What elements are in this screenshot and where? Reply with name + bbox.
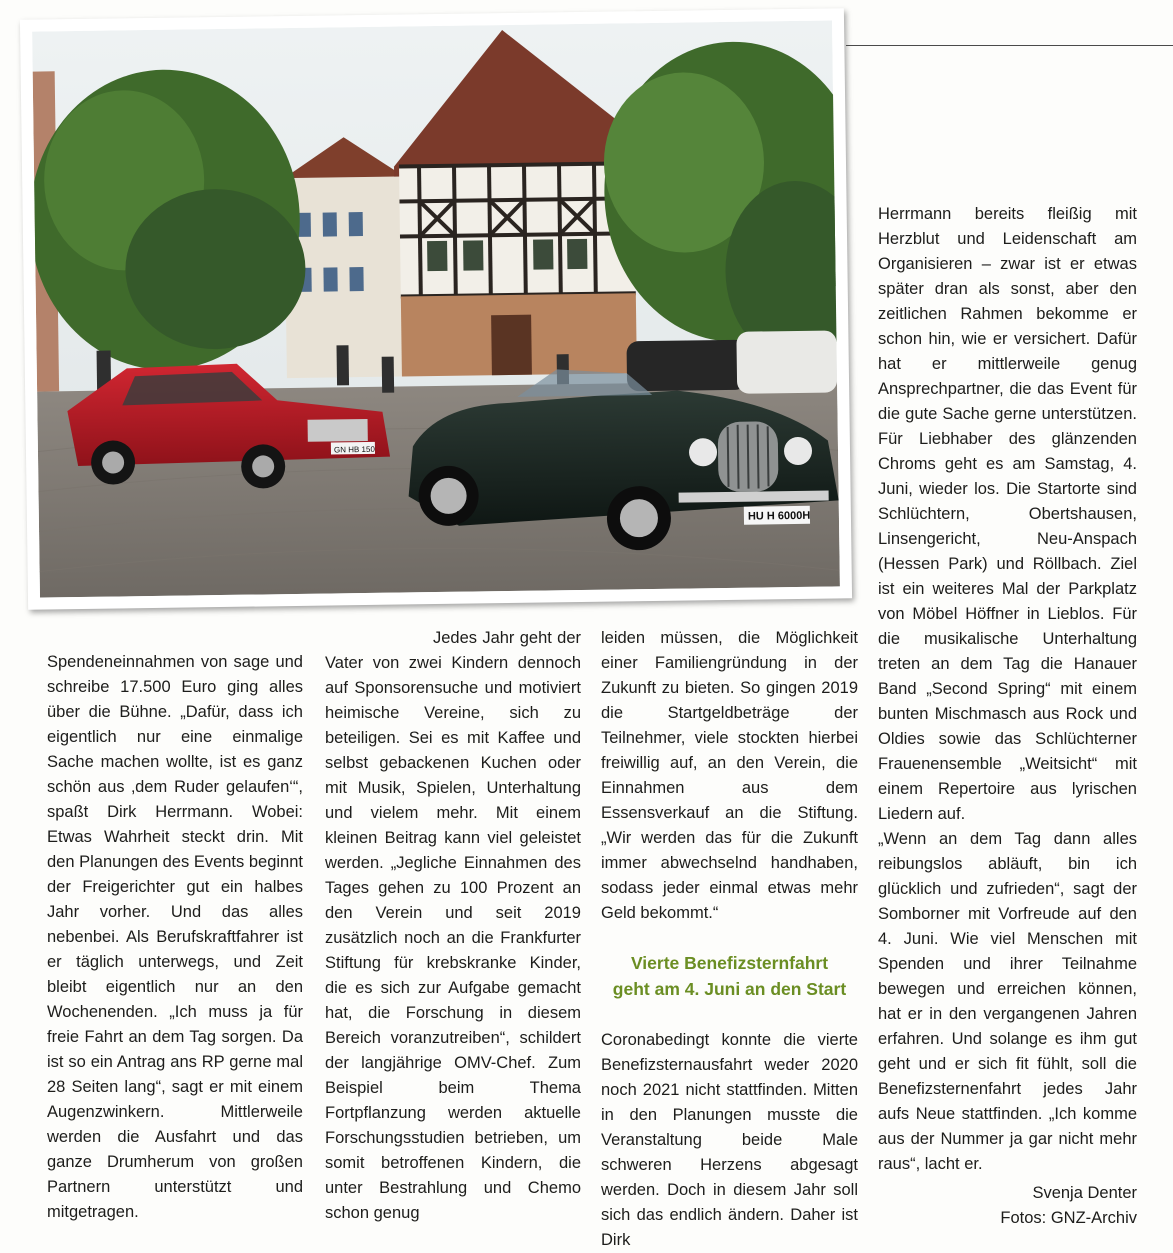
section-heading-line2: geht am 4. Juni an den Start	[612, 979, 847, 999]
column4-paragraph-1: Herrmann bereits fleißig mit Herzblut und Leidenschaft am Organisieren – zwar ist er etwas später dran als sonst, aber den zeitlichen Rahmen bekomme er schon hin, wie er versichert. Dafür hat er mittlerweile genug Ansprechpartner, die das Event für die gute Sache gerne unterstützen. Für Liebhaber des glänzenden Chroms geht es am Samstag, 4. Juni, wieder los. Die Startorte sind Schlüchtern, Obertshausen, Linsengericht, Neu-Anspach (Hessen Park) und Röllbach. Ziel ist ein weiteres Mal der Parkplatz von Möbel Höffner in Lieblos. Für die musikalische Unterhaltung treten an dem Tag die Hanauer Band „Second Spring“ mit einem bunten Mischmasch aus Rock und Oldies sowie das Schlüchterner Frauenensemble „Weitsicht“ mit einem Repertoire aus lyrischen Liedern auf.	[878, 205, 1137, 823]
column3-paragraph-1: leiden müssen, die Möglichkeit einer Familiengründung in der Zukunft zu bieten. So gingen 2019 die Startgeldbeträge der Teilnehmer, viele stockten hierbei freiwillig auf, an den Verein, die Einnahmen aus dem Essensverkauf an die Stiftung. „Wir werden das für die Zukunft immer abwechselnd handhaben, sodass jeder einmal etwas mehr Geld bekommt.“	[601, 629, 858, 922]
column4-paragraph-2: „Wenn an dem Tag dann alles reibungslos abläuft, bin ich glücklich und zufrieden“, sagt der Somborner mit Vorfreude auf den 4. Juni. Wie viel Menschen mit Spenden und ihrer Teilnahme bewegen und erreichen können, hat er in den vergangenen Jahren erfahren. Und solange es ihm gut geht und er sich fit fühlt, soll die Benefizsternenfahrt jedes Jahr aufs Neue stattfinden. „Ich komme aus der Nummer ja gar nicht mehr raus“, lacht er.	[878, 830, 1137, 1173]
article-column-3	[601, 626, 858, 1253]
column2-paragraph: Jedes Jahr geht der Vater von zwei Kindern dennoch auf Sponsorensuche und motiviert heimische Vereine, sich zu beteiligen. Sei es mit Kaffee und selbst gebackenen Kuchen oder mit Musik, Spielen, Unterhaltung und vielem mehr. Mit einem kleinen Beitrag kann viel geleistet werden. „Jegliche Einnahmen des Tages gehen zu 100 Prozent an den Verein und seit 2019 zusätzlich noch an die Frankfurter Stiftung für krebskranke Kinder, die es sich zur Aufgabe gemacht hat, die Forschung in diesem Bereich voranzutreiben“, schildert der langjährige OMV-Chef. Zum Beispiel beim Thema Fortpflanzung werden aktuelle Forschungsstudien betrieben, um somit betroffenen Kindern, die unter Bestrahlung und Chemo schon genug	[325, 629, 581, 1222]
section-heading-line1: Vierte Benefizsternfahrt	[630, 953, 829, 973]
column1-paragraph: Spendeneinnahmen von sage und schreibe 17.500 Euro ging alles über die Bühne. „Dafür, dass ich eigentlich nur eine einmalige Sache machen wollte, ist es ganz schön aus ‚dem Ruder gelaufen‘“, spaßt Dirk Herrmann. Wobei: Etwas Wahrheit steckt drin. Mit den Planungen des Events beginnt der Freigerichter gut ein halbes Jahr vorher. Und das alles nebenbei. Als Berufskraftfahrer ist er täglich unterwegs, und Zeit bleibt eigentlich nur an den Wochenenden. „Ich muss ja für freie Fahrt an dem Tag sorgen. Da ist so ein Antrag ans RP gerne mal 28 Seiten lang“, sagt er mit einem Augenzwinkern. Mittlerweile werden die Ausfahrt und das ganze Drumherum von großen Partnern unterstützt und mitgetragen.	[47, 653, 303, 1221]
classic-cars-town-square-photo	[32, 20, 840, 597]
author-byline: Svenja Denter	[1032, 1184, 1137, 1202]
section-heading	[601, 950, 858, 1002]
column3-paragraph-2: Coronabedingt konnte die vierte Benefizsternausfahrt weder 2020 noch 2021 nicht stattfinden. Mitten in den Planungen musste die Veranstaltung beide Male schweren Herzens abgesagt werden. Doch in diesem Jahr soll sich das endlich ändern. Daher ist Dirk	[601, 1031, 858, 1249]
article-column-2	[325, 626, 581, 1226]
plate-right: HU H 6000H	[747, 509, 811, 523]
article-column-4	[878, 202, 1137, 1231]
plate-left: GN HB 150	[333, 444, 375, 455]
column-rule	[846, 45, 1173, 46]
photo-credit: Fotos: GNZ-Archiv	[1000, 1209, 1137, 1227]
article-column-1	[47, 650, 303, 1225]
article-photo	[20, 8, 852, 609]
